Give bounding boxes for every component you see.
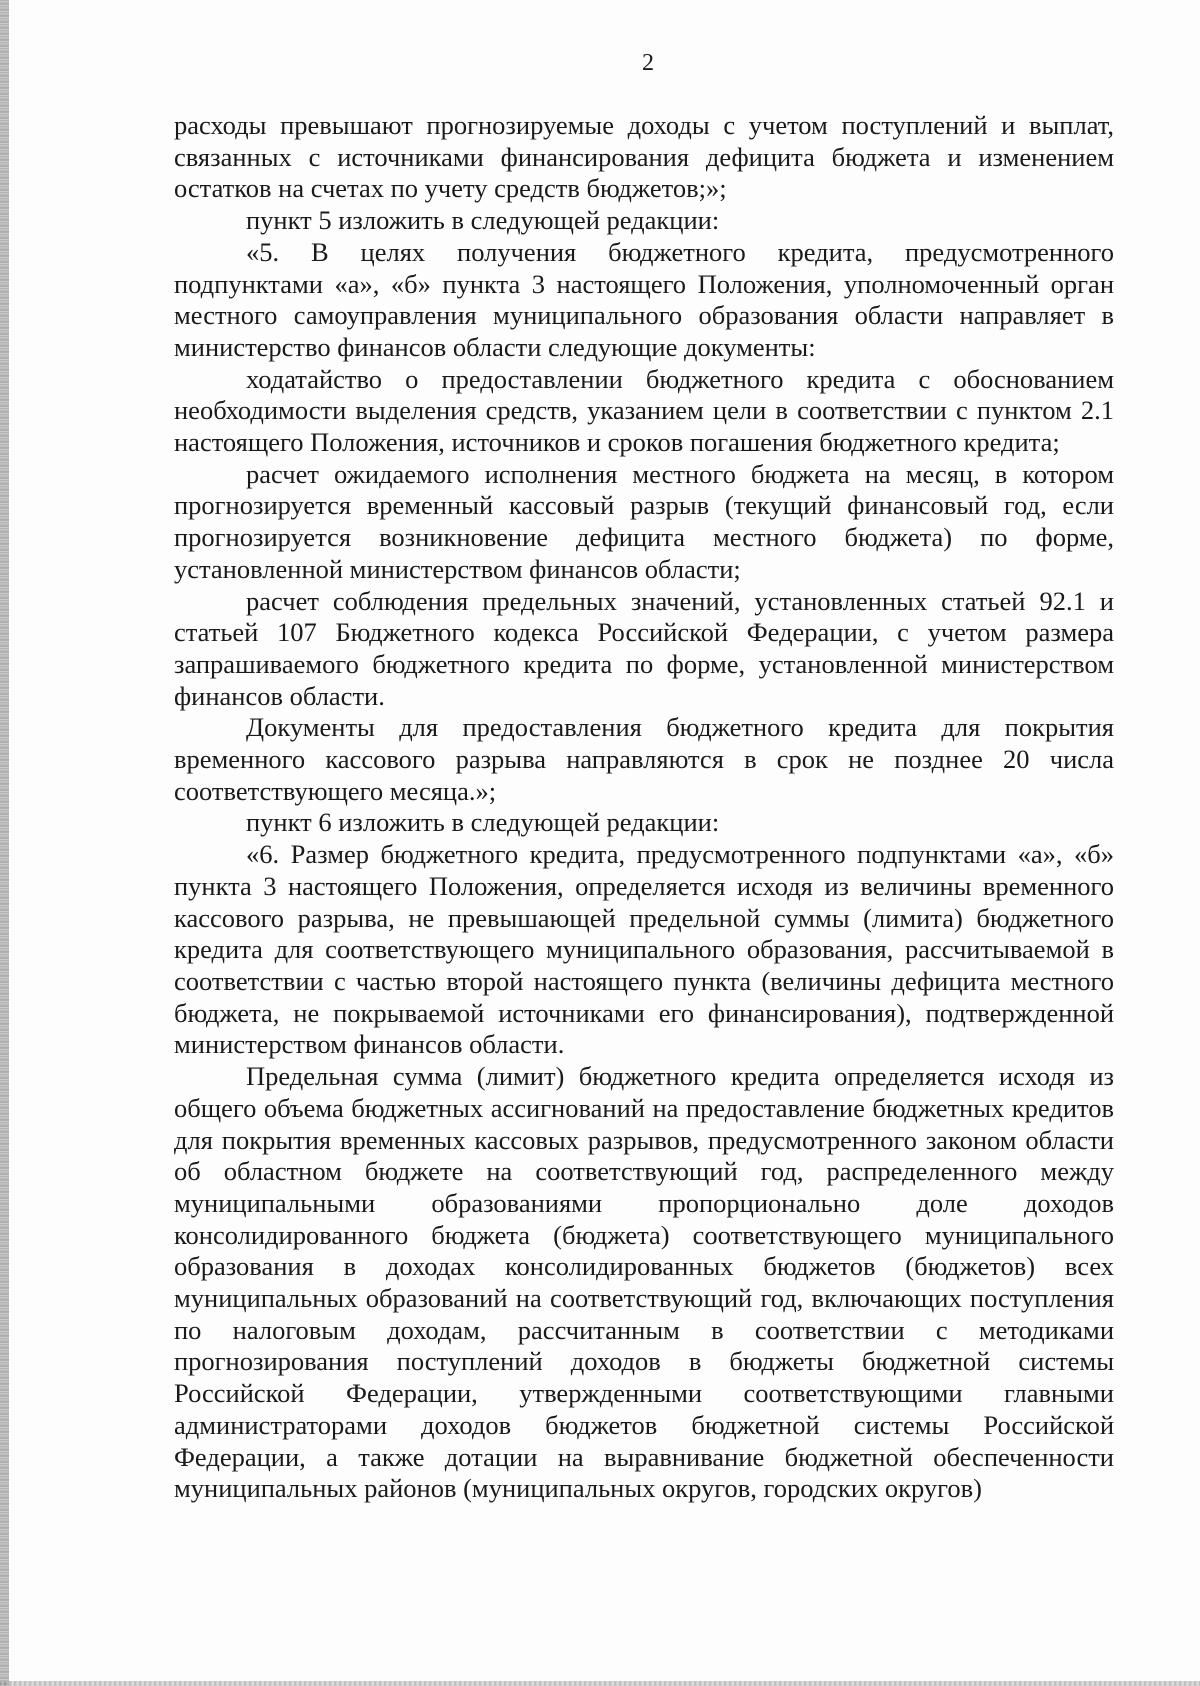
paragraph: расходы превышают прогнозируемые доходы с учетом поступлений и выплат, связанных с источниками финансирования дефицита бюджета и изменением остатков на счетах по учету средств бюджетов;»;	[174, 110, 1114, 204]
paragraph: Предельная сумма (лимит) бюджетного кредита определяется исходя из общего объема бюджетных ассигнований на предоставление бюджетных кредитов для покрытия временных кассовых разрывов, предусмотренного законом области об областном бюджете на соответствующий год, распределенного между муниципальными образованиями пропорционально доле доходов консолидированного бюджета (бюджета) соответствующего муниципального образования в доходах консолидированных бюджетов (бюджетов) всех муниципальных образований на соответствующий год, включающих поступления по налоговым доходам, рассчитанным в соответствии с методиками прогнозирования поступлений доходов в бюджеты бюджетной системы Российской Федерации, утвержденными соответствующими главными администраторами доходов бюджетов бюджетной системы Российской Федерации, а также дотации на выравнивание бюджетной обеспеченности муниципальных районов (муниципальных округов, городских округов)	[174, 1061, 1114, 1504]
scan-edge-left	[0, 0, 9, 1686]
page-number: 2	[642, 50, 654, 76]
paragraph: расчет соблюдения предельных значений, установленных статьей 92.1 и статьей 107 Бюджетного кодекса Российской Федерации, с учетом размера запрашиваемого бюджетного кредита по форме, установленной министерством финансов области.	[174, 585, 1114, 711]
paragraph: «6. Размер бюджетного кредита, предусмотренного подпунктами «а», «б» пункта 3 настоящего Положения, определяется исходя из величины временного кассового разрыва, не превышающей предельной суммы (лимита) бюджетного кредита для соответствующего муниципального образования, рассчитываемой в соответствии с частью второй настоящего пункта (величины дефицита местного бюджета, не покрываемой источниками его финансирования), подтвержденной министерством финансов области.	[174, 839, 1114, 1060]
paragraph: ходатайство о предоставлении бюджетного кредита с обоснованием необходимости выделения средств, указанием цели в соответствии с пунктом 2.1 настоящего Положения, источников и сроков погашения бюджетного кредита;	[174, 363, 1114, 458]
paragraph: пункт 6 изложить в следующей редакции:	[246, 807, 720, 838]
paragraph: «5. В целях получения бюджетного кредита, предусмотренного подпунктами «а», «б» пункта 3 настоящего Положения, уполномоченный орган местного самоуправления муниципального образования области направляет в министерство финансов области следующие документы:	[174, 236, 1114, 362]
paragraph: пункт 5 изложить в следующей редакции:	[246, 205, 720, 236]
scan-edge-bottom	[0, 1681, 1200, 1686]
document-body	[174, 110, 1114, 1505]
paragraph: Документы для предоставления бюджетного кредита для покрытия временного кассового разрыва направляются в срок не позднее 20 числа соответствующего месяца.»;	[174, 712, 1114, 806]
paragraph: расчет ожидаемого исполнения местного бюджета на месяц, в котором прогнозируется временный кассовый разрыв (текущий финансовый год, если прогнозируется возникновение дефицита местного бюджета) по форме, установленной министерством финансов области;	[174, 458, 1114, 584]
